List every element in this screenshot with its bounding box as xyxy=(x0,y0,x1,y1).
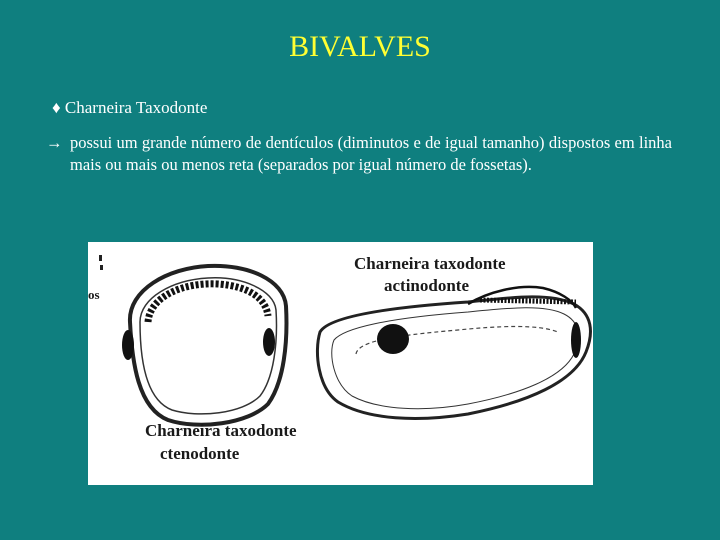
hinge-label-actinodonte-1: Charneira taxodonte xyxy=(354,254,506,273)
hinge-label-ctenodonte-2: ctenodonte xyxy=(160,444,240,463)
edge-text: os xyxy=(88,287,100,302)
shell-drawing xyxy=(88,242,593,485)
left-shell xyxy=(122,266,286,425)
edge-mark xyxy=(99,255,102,261)
description-text: possui um grande número de dentículos (diminutos e de igual tamanho) dispostos em linha mais ou mais ou menos reta (separados por igual número de fossetas). xyxy=(70,133,672,174)
section-heading: ♦ Charneira Taxodonte xyxy=(52,98,208,117)
slide-title: BIVALVES xyxy=(289,30,431,63)
right-shell xyxy=(317,287,590,419)
description-paragraph xyxy=(46,132,672,176)
edge-mark xyxy=(100,265,103,270)
arrow-icon: → xyxy=(46,133,63,152)
hinge-illustration xyxy=(88,242,593,485)
hinge-label-actinodonte-2: actinodonte xyxy=(384,276,469,295)
hinge-label-ctenodonte-1: Charneira taxodonte xyxy=(145,421,297,440)
